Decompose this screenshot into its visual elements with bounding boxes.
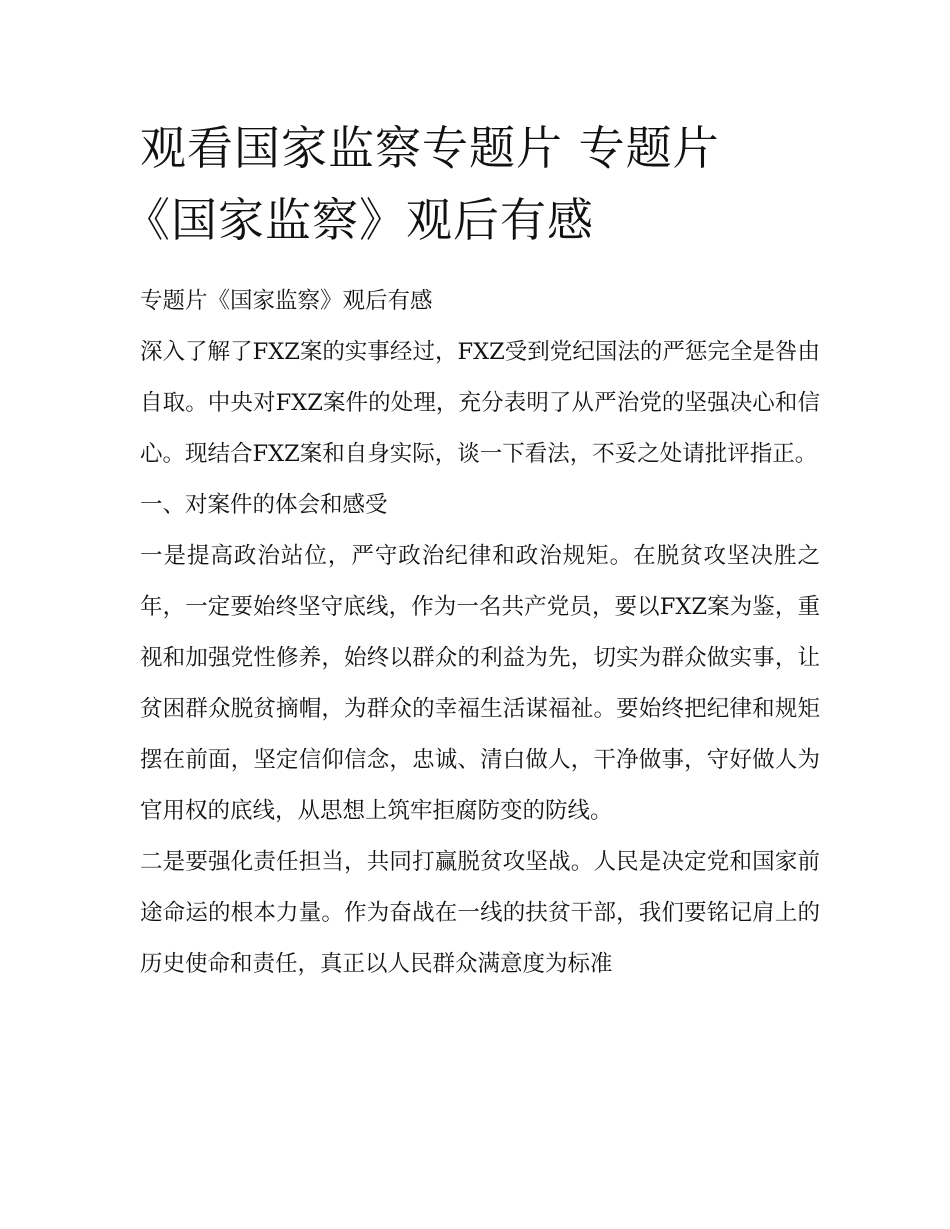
document-page <box>124 112 820 990</box>
title-line-1: 观看国家监察专题片 专题片 <box>140 121 720 175</box>
paragraph-point-2: 二是要强化责任担当，共同打赢脱贫攻坚战。人民是决定党和国家前途命运的根本力量。作为奋战在一线的扶贫干部，我们要铭记肩上的历史使命和责任，真正以人民群众满意度为标准 <box>140 849 820 977</box>
section-heading: 一、对案件的体会和感受 <box>140 492 388 518</box>
paragraph-intro: 深入了解了FXZ案的实事经过，FXZ受到党纪国法的严惩完全是咎由自取。中央对FXZ案件的处理，充分表明了从严治党的坚强决心和信心。现结合FXZ案和自身实际，谈一下看法，不妥之处请批评指正。 <box>140 339 820 467</box>
document-title <box>124 112 820 256</box>
title-line-2: 《国家监察》观后有感 <box>124 193 594 247</box>
document-body <box>140 276 820 990</box>
paragraph-point-1: 一是提高政治站位，严守政治纪律和政治规矩。在脱贫攻坚决胜之年，一定要始终坚守底线，作为一名共产党员，要以FXZ案为鉴，重视和加强党性修养，始终以群众的利益为先，切实为群众做实事，让贫困群众脱贫摘帽，为群众的幸福生活谋福祉。要始终把纪律和规矩摆在前面，坚定信仰信念，忠诚、清白做人，干净做事，守好做人为官用权的底线，从思想上筑牢拒腐防变的防线。 <box>140 543 820 824</box>
subtitle: 专题片《国家监察》观后有感 <box>140 288 433 314</box>
